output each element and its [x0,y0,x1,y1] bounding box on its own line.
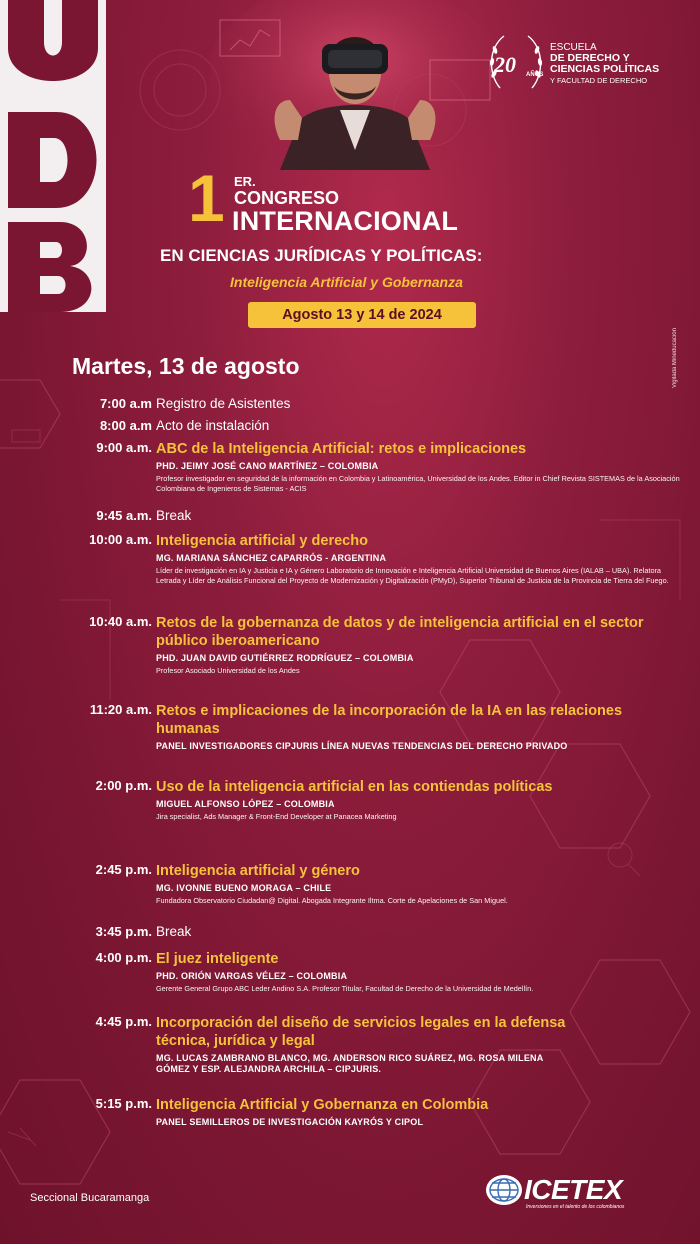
schedule-bio: Profesor investigador en seguridad de la información en Colombia y Latinoamérica, Universidad de los Andes. Editor in Chief Revista SISTEMAS de la Asociación Colombiana de Ingenieros de Sistemas - ACIS [156,474,680,493]
schedule-time: 2:00 p.m. [95,778,152,793]
schedule-speaker: PHD. JEIMY JOSÉ CANO MARTÍNEZ – COLOMBIA [156,461,379,471]
schedule-bio: Fundadora Observatorio Ciudadan@ Digital. Abogada Integrante Iltma. Corte de Apelaciones de San Miguel. [156,896,508,905]
udb-logo-band [0,0,106,312]
schedule-bio: Jira specialist, Ads Manager & Front-End Developer at Panacea Marketing [156,812,397,821]
escuela-line-3: CIENCIAS POLÍTICAS [550,63,660,75]
schedule-speaker: PANEL INVESTIGADORES CIPJURIS LÍNEA NUEVAS TENDENCIAS DEL DERECHO PRIVADO [156,741,568,751]
schedule-speaker: MG. MARIANA SÁNCHEZ CAPARRÓS - ARGENTINA [156,553,387,563]
globe-icon [484,1172,524,1208]
schedule-speaker: MG. LUCAS ZAMBRANO BLANCO, MG. ANDERSON RICO SUÁREZ, MG. ROSA MILENA GÓMEZ Y ESP. ALEJANDRA ARCHILA – CIPJURIS. [156,1053,544,1074]
schedule-time: 9:00 a.m. [96,440,152,455]
schedule-bio: Gerente General Grupo ABC Leder Andino S.A. Profesor Titular, Facultad de Derecho de la Universidad de Medellín. [156,984,534,993]
anniversary-number: 20 [494,52,516,77]
schedule-title: Break [156,508,192,523]
vigilada-label: Vigilada Mineducación [672,328,678,388]
schedule-speaker: PHD. ORIÓN VARGAS VÉLEZ – COLOMBIA [156,971,348,981]
schedule-title: Incorporación del diseño de servicios legales en la defensa técnica, jurídica y legal [156,1015,566,1049]
schedule-time: 9:45 a.m. [96,508,152,523]
anniversary-laurel-icon [486,28,546,98]
icetex-tagline: Inversiones en el talento de los colombianos [526,1204,625,1210]
escuela-line-2: DE DERECHO Y [550,52,630,64]
anniversary-unit: AÑOS [526,72,544,78]
schedule-title: Registro de Asistentes [156,396,291,411]
schedule-speaker: PANEL SEMILLEROS DE INVESTIGACIÓN KAYRÓS Y CIPOL [156,1117,424,1127]
schedule-time: 10:00 a.m. [89,532,152,547]
schedule-title: Inteligencia Artificial y Gobernanza en Colombia [156,1097,489,1113]
schedule-title: Break [156,924,192,939]
congress-theme: Inteligencia Artificial y Gobernanza [230,274,463,290]
icetex-logo [484,1172,660,1212]
schedule-time: 10:40 a.m. [89,614,152,629]
ordinal-number: 1 [188,161,225,235]
schedule-time: 2:45 p.m. [95,862,152,877]
schedule-title: Retos de la gobernanza de datos y de inteligencia artificial en el sector público iberoamericano [156,615,644,649]
schedule-bio: Profesor Asociado Universidad de los Andes [156,666,300,675]
escuela-line-4: Y FACULTAD DE DERECHO [550,76,648,85]
schedule-time: 7:00 a.m [99,396,152,411]
schedule-time: 4:00 p.m. [95,950,152,965]
schedule-title: Retos e implicaciones de la incorporación de la IA en las relaciones humanas [156,703,623,737]
schedule-time: 8:00 a.m [99,418,152,433]
schedule-time: 3:45 p.m. [95,924,152,939]
schedule-time: 4:45 p.m. [95,1014,152,1029]
congress-title-block [160,161,620,338]
schedule-title: Acto de instalación [156,418,270,433]
escuela-name [550,42,696,86]
schedule-title: Uso de la inteligencia artificial en las contiendas políticas [156,779,553,795]
schedule-title: El juez inteligente [156,951,279,967]
schedule-bio: Líder de investigación en IA y Justicia e IA y Género Laboratorio de Innovación e Inteligencia Artificial Universidad de Buenos Aires (IALAB – UBA). Relatora Letrada y Líder de Análisis Funcional del Proyecto de Modernización y Digitalización (PMyD), Superior Tribunal de Justicia de la Provincia de Tierra del Fuego. [156,566,669,585]
schedule-title: Inteligencia artificial y género [156,863,360,879]
ordinal-suffix: ER. [234,174,256,189]
word-congreso: CONGRESO [234,188,340,208]
schedule-speaker: MIGUEL ALFONSO LÓPEZ – COLOMBIA [156,799,335,809]
icetex-name: ICETEX [524,1174,623,1205]
escuela-logo [486,28,696,108]
seccional-label: Seccional Bucaramanga [30,1192,150,1204]
escuela-line-1: ESCUELA [550,42,597,53]
schedule-title: ABC de la Inteligencia Artificial: retos e implicaciones [156,441,527,457]
date-badge: Agosto 13 y 14 de 2024 [248,302,476,328]
schedule-title: Inteligencia artificial y derecho [156,533,368,549]
congress-subtitle: EN CIENCIAS JURÍDICAS Y POLÍTICAS: [160,246,483,265]
word-internacional: INTERNACIONAL [232,206,459,236]
vr-headset-person-illustration [210,0,500,170]
day-heading: Martes, 13 de agosto [72,353,300,379]
schedule-time: 11:20 a.m. [89,702,152,717]
schedule-time: 5:15 p.m. [95,1096,152,1111]
schedule-speaker: MG. IVONNE BUENO MORAGA – CHILE [156,883,332,893]
schedule-speaker: PHD. JUAN DAVID GUTIÉRREZ RODRÍGUEZ – COLOMBIA [156,653,414,663]
